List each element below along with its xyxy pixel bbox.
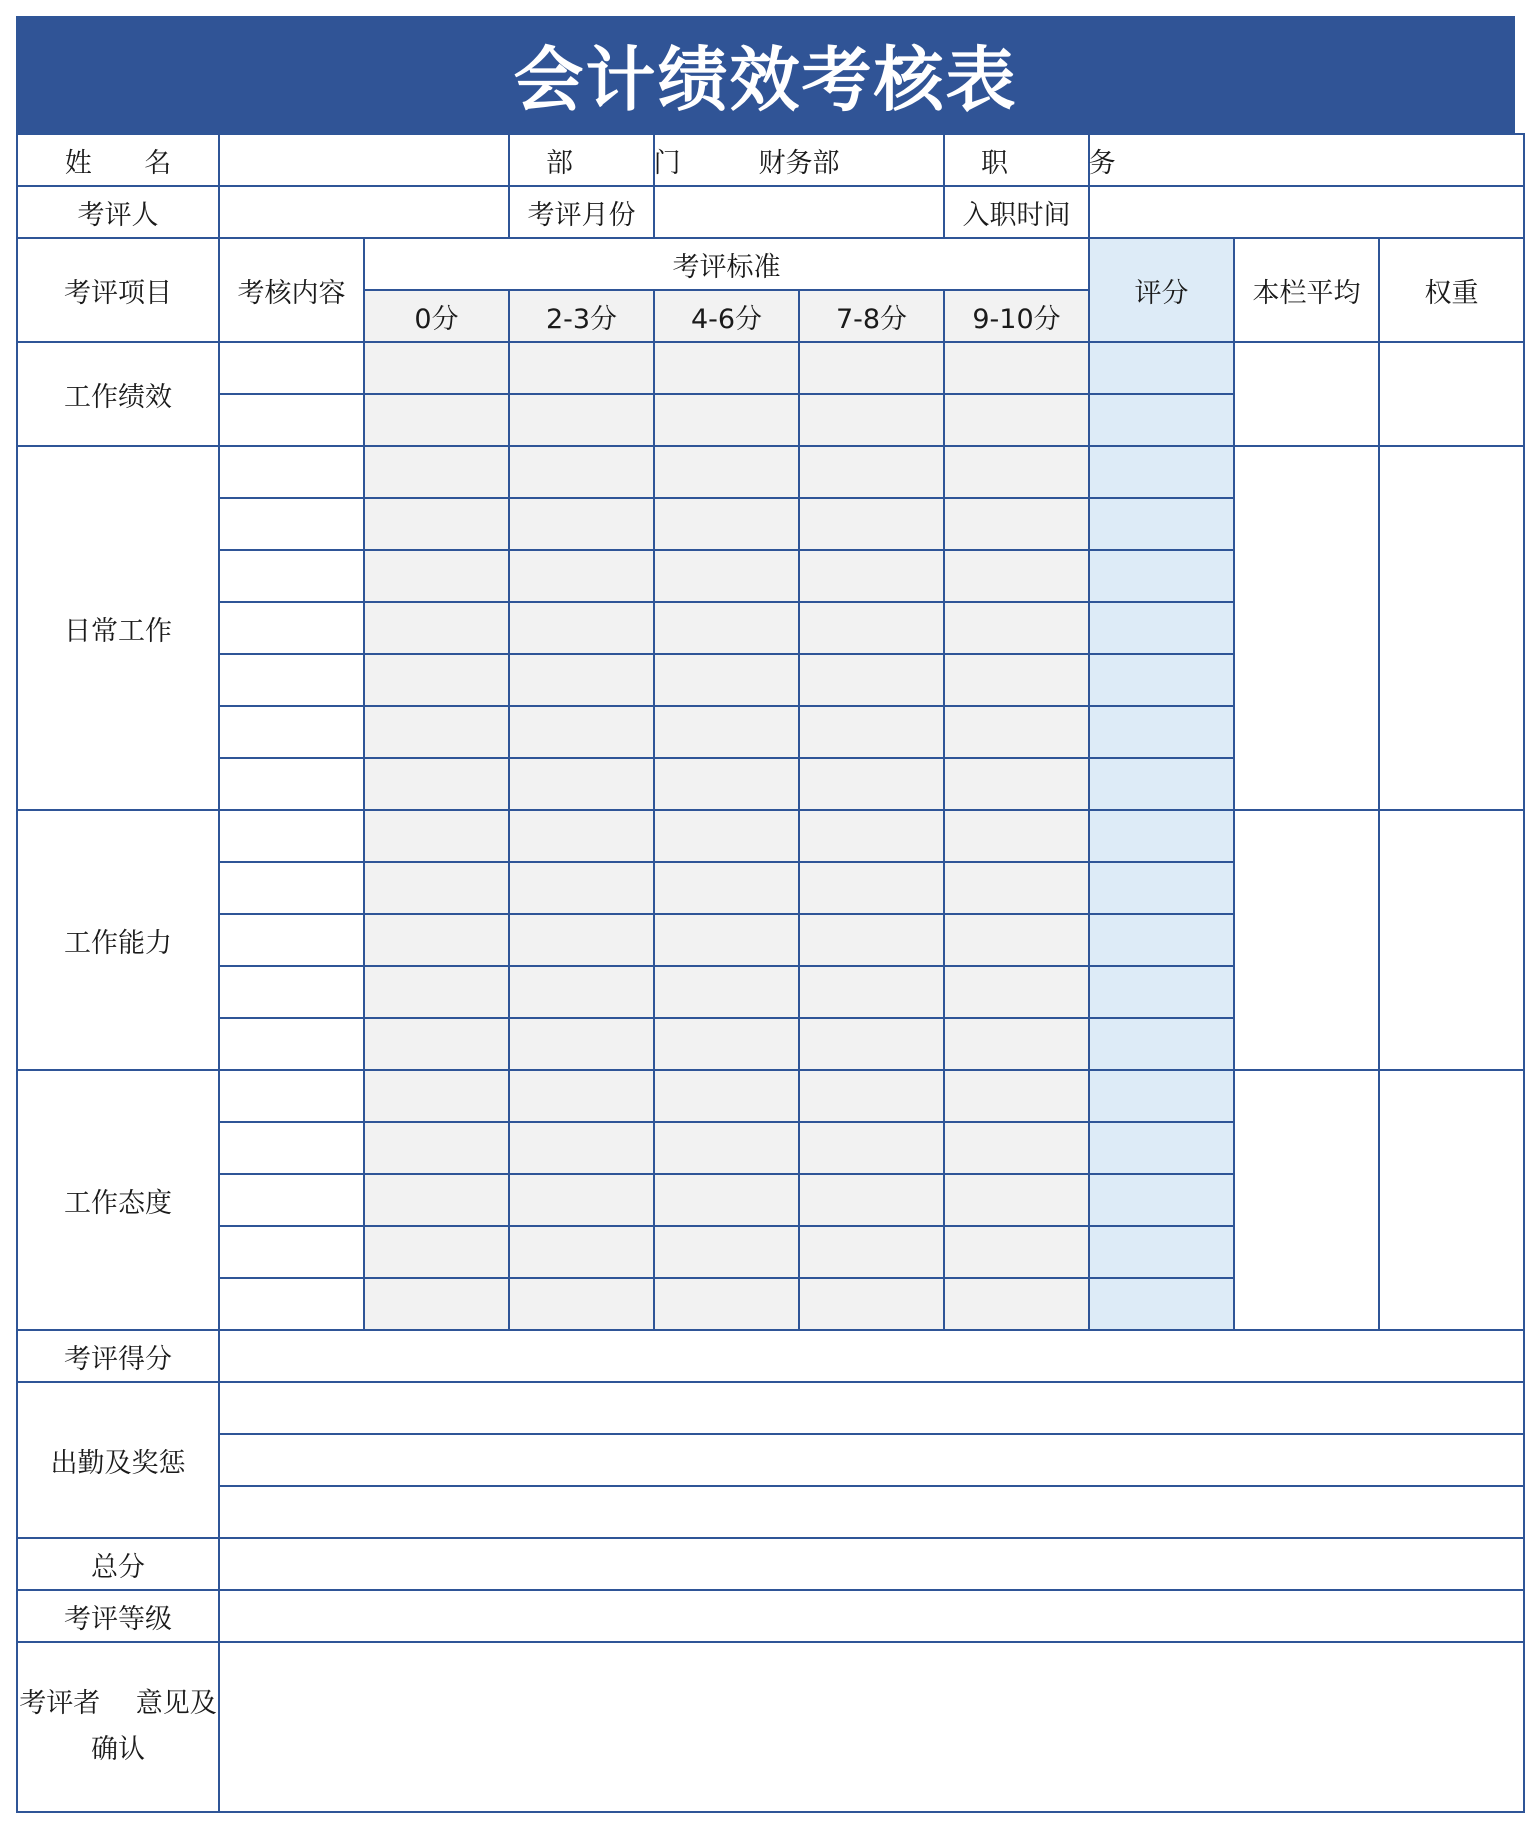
reviewer-opinion-label-row [17, 1642, 1524, 1812]
standard-cell[interactable] [364, 394, 509, 446]
score-cell[interactable] [1089, 862, 1234, 914]
total-score-label-row [17, 1538, 1524, 1590]
standard-cell[interactable] [799, 1018, 944, 1070]
standard-cell[interactable] [509, 1278, 654, 1330]
content-cell[interactable] [219, 706, 364, 758]
standard-cell[interactable] [364, 602, 509, 654]
header-content: 考核内容 [219, 238, 364, 342]
standard-cell[interactable] [509, 1018, 654, 1070]
score-cell[interactable] [1089, 1070, 1234, 1122]
standard-cell[interactable] [509, 1226, 654, 1278]
standard-cell[interactable] [364, 810, 509, 862]
score-cell[interactable] [1089, 654, 1234, 706]
score-cell[interactable] [1089, 1226, 1234, 1278]
standard-cell[interactable] [799, 706, 944, 758]
standard-cell[interactable] [654, 446, 799, 498]
reviewer-opinion-label-value-cell[interactable] [219, 1642, 1524, 1812]
standard-cell[interactable] [364, 654, 509, 706]
attendance-label-row [17, 1486, 1524, 1538]
standard-cell[interactable] [654, 1174, 799, 1226]
review-score-label: 考评得分 [17, 1330, 219, 1382]
standard-cell[interactable] [944, 1174, 1089, 1226]
attendance-label-row [17, 1382, 1524, 1434]
standard-cell[interactable] [509, 394, 654, 446]
standard-cell[interactable] [944, 1018, 1089, 1070]
standard-cell[interactable] [364, 1278, 509, 1330]
standard-level: 4-6分 [654, 290, 799, 342]
standard-cell[interactable] [944, 550, 1089, 602]
average-cell[interactable] [1234, 810, 1379, 1070]
weight-cell[interactable] [1379, 1070, 1524, 1330]
score-cell[interactable] [1089, 810, 1234, 862]
standard-cell[interactable] [944, 342, 1089, 394]
standard-cell[interactable] [799, 602, 944, 654]
standard-cell[interactable] [509, 862, 654, 914]
score-cell[interactable] [1089, 914, 1234, 966]
content-cell[interactable] [219, 498, 364, 550]
standard-cell[interactable] [944, 862, 1089, 914]
content-cell[interactable] [219, 342, 364, 394]
standard-level: 2-3分 [509, 290, 654, 342]
standard-level: 7-8分 [799, 290, 944, 342]
criteria-row [17, 1070, 1524, 1122]
content-cell[interactable] [219, 654, 364, 706]
score-cell[interactable] [1089, 394, 1234, 446]
position-value-cell[interactable] [1089, 134, 1524, 186]
standard-cell[interactable] [654, 394, 799, 446]
standard-cell[interactable] [944, 498, 1089, 550]
attendance-label-value-cell[interactable] [219, 1486, 1524, 1538]
total-score-label: 总分 [17, 1538, 219, 1590]
standard-cell[interactable] [654, 1226, 799, 1278]
standard-cell[interactable] [654, 914, 799, 966]
page-title: 会计绩效考核表 [513, 39, 1018, 121]
section-label: 日常工作 [17, 446, 219, 810]
info-row-1 [17, 134, 1524, 186]
standard-cell[interactable] [654, 1278, 799, 1330]
standard-cell[interactable] [799, 914, 944, 966]
header-column-average: 本栏平均 [1234, 238, 1379, 342]
standard-cell[interactable] [654, 1018, 799, 1070]
standard-cell[interactable] [364, 1070, 509, 1122]
content-cell[interactable] [219, 758, 364, 810]
standard-cell[interactable] [509, 602, 654, 654]
name-value-cell[interactable] [219, 134, 509, 186]
standard-cell[interactable] [509, 498, 654, 550]
score-cell[interactable] [1089, 342, 1234, 394]
score-cell[interactable] [1089, 706, 1234, 758]
standard-cell[interactable] [654, 966, 799, 1018]
standard-cell[interactable] [654, 862, 799, 914]
average-cell[interactable] [1234, 342, 1379, 446]
standard-cell[interactable] [944, 1122, 1089, 1174]
review-score-label-row [17, 1330, 1524, 1382]
review-score-label-value-cell[interactable] [219, 1330, 1524, 1382]
standard-cell[interactable] [509, 966, 654, 1018]
standard-cell[interactable] [364, 862, 509, 914]
standard-cell[interactable] [364, 966, 509, 1018]
hire-date-value-cell[interactable] [1089, 186, 1524, 238]
standard-cell[interactable] [944, 914, 1089, 966]
standard-cell[interactable] [654, 550, 799, 602]
standard-cell[interactable] [654, 342, 799, 394]
assessment-sheet [16, 16, 1515, 1811]
content-cell[interactable] [219, 862, 364, 914]
score-cell[interactable] [1089, 602, 1234, 654]
standard-cell[interactable] [364, 1226, 509, 1278]
reviewer-value-cell[interactable] [219, 186, 509, 238]
content-cell[interactable] [219, 966, 364, 1018]
assessment-table [16, 133, 1525, 1813]
standard-cell[interactable] [509, 342, 654, 394]
standard-cell[interactable] [799, 1122, 944, 1174]
score-cell[interactable] [1089, 1018, 1234, 1070]
score-cell[interactable] [1089, 758, 1234, 810]
total-score-label-value-cell[interactable] [219, 1538, 1524, 1590]
standard-cell[interactable] [509, 1174, 654, 1226]
standard-cell[interactable] [944, 810, 1089, 862]
standard-cell[interactable] [799, 342, 944, 394]
weight-cell[interactable] [1379, 810, 1524, 1070]
section-label: 工作态度 [17, 1070, 219, 1330]
standard-cell[interactable] [654, 1070, 799, 1122]
standard-cell[interactable] [654, 1122, 799, 1174]
content-cell[interactable] [219, 1122, 364, 1174]
standard-cell[interactable] [364, 342, 509, 394]
review-grade-label: 考评等级 [17, 1590, 219, 1642]
position-label: 职 务 [944, 134, 1089, 186]
standard-cell[interactable] [944, 1278, 1089, 1330]
standard-cell[interactable] [799, 550, 944, 602]
standard-cell[interactable] [364, 498, 509, 550]
score-cell[interactable] [1089, 1278, 1234, 1330]
review-grade-label-row [17, 1590, 1524, 1642]
name-label: 姓 名 [17, 134, 219, 186]
standard-cell[interactable] [509, 758, 654, 810]
standard-cell[interactable] [509, 550, 654, 602]
standard-cell[interactable] [799, 758, 944, 810]
standard-cell[interactable] [654, 758, 799, 810]
department-label: 部 门 [509, 134, 654, 186]
header-score: 评分 [1089, 238, 1234, 342]
standard-cell[interactable] [944, 1226, 1089, 1278]
info-row-2 [17, 186, 1524, 238]
standard-cell[interactable] [509, 810, 654, 862]
attendance-label-value-cell[interactable] [219, 1382, 1524, 1434]
weight-cell[interactable] [1379, 342, 1524, 446]
content-cell[interactable] [219, 1278, 364, 1330]
standard-cell[interactable] [944, 758, 1089, 810]
criteria-row [17, 446, 1524, 498]
content-cell[interactable] [219, 394, 364, 446]
standard-cell[interactable] [364, 550, 509, 602]
attendance-label-value-cell[interactable] [219, 1434, 1524, 1486]
standard-cell[interactable] [654, 706, 799, 758]
criteria-row [17, 342, 1524, 394]
reviewer-opinion-label: 考评者 意见及确认 [17, 1642, 219, 1812]
criteria-row [17, 810, 1524, 862]
standard-cell[interactable] [944, 602, 1089, 654]
standard-cell[interactable] [509, 1122, 654, 1174]
attendance-label-row [17, 1434, 1524, 1486]
section-label: 工作能力 [17, 810, 219, 1070]
standard-cell[interactable] [799, 1226, 944, 1278]
standard-cell[interactable] [799, 394, 944, 446]
average-cell[interactable] [1234, 446, 1379, 810]
attendance-label: 出勤及奖惩 [17, 1382, 219, 1538]
standard-cell[interactable] [364, 914, 509, 966]
standard-cell[interactable] [364, 446, 509, 498]
weight-cell[interactable] [1379, 446, 1524, 810]
content-cell[interactable] [219, 914, 364, 966]
standard-cell[interactable] [364, 706, 509, 758]
standard-cell[interactable] [654, 602, 799, 654]
content-cell[interactable] [219, 446, 364, 498]
hire-date-label: 入职时间 [944, 186, 1089, 238]
standard-cell[interactable] [654, 498, 799, 550]
standard-cell[interactable] [944, 394, 1089, 446]
standard-cell[interactable] [799, 498, 944, 550]
standard-cell[interactable] [799, 966, 944, 1018]
content-cell[interactable] [219, 810, 364, 862]
content-cell[interactable] [219, 550, 364, 602]
standard-cell[interactable] [799, 810, 944, 862]
content-cell[interactable] [219, 602, 364, 654]
review-grade-label-value-cell[interactable] [219, 1590, 1524, 1642]
standard-cell[interactable] [799, 1174, 944, 1226]
average-cell[interactable] [1234, 1070, 1379, 1330]
score-cell[interactable] [1089, 550, 1234, 602]
score-cell[interactable] [1089, 1174, 1234, 1226]
score-cell[interactable] [1089, 446, 1234, 498]
content-cell[interactable] [219, 1018, 364, 1070]
standard-cell[interactable] [799, 654, 944, 706]
title-bar [16, 16, 1515, 133]
standard-cell[interactable] [944, 654, 1089, 706]
standard-cell[interactable] [509, 914, 654, 966]
standard-cell[interactable] [364, 1174, 509, 1226]
standard-cell[interactable] [509, 446, 654, 498]
standard-cell[interactable] [944, 706, 1089, 758]
content-cell[interactable] [219, 1174, 364, 1226]
review-month-value-cell[interactable] [654, 186, 944, 238]
standard-cell[interactable] [799, 446, 944, 498]
standard-cell[interactable] [799, 1278, 944, 1330]
section-label: 工作绩效 [17, 342, 219, 446]
review-month-label: 考评月份 [509, 186, 654, 238]
standard-cell[interactable] [364, 1122, 509, 1174]
standard-level: 9-10分 [944, 290, 1089, 342]
standard-cell[interactable] [799, 1070, 944, 1122]
content-cell[interactable] [219, 1226, 364, 1278]
header-item: 考评项目 [17, 238, 219, 342]
score-cell[interactable] [1089, 498, 1234, 550]
standard-level: 0分 [364, 290, 509, 342]
standard-cell[interactable] [509, 654, 654, 706]
standard-cell[interactable] [364, 758, 509, 810]
standard-cell[interactable] [799, 862, 944, 914]
score-cell[interactable] [1089, 1122, 1234, 1174]
standard-cell[interactable] [654, 654, 799, 706]
score-cell[interactable] [1089, 966, 1234, 1018]
content-cell[interactable] [219, 1070, 364, 1122]
reviewer-label: 考评人 [17, 186, 219, 238]
standard-cell[interactable] [944, 1070, 1089, 1122]
header-row-1 [17, 238, 1524, 290]
standard-cell[interactable] [509, 706, 654, 758]
standard-cell[interactable] [944, 966, 1089, 1018]
header-weight: 权重 [1379, 238, 1524, 342]
standard-cell[interactable] [364, 1018, 509, 1070]
standard-cell[interactable] [509, 1070, 654, 1122]
header-standard: 考评标准 [364, 238, 1089, 290]
standard-cell[interactable] [654, 810, 799, 862]
department-value[interactable]: 财务部 [654, 134, 944, 186]
standard-cell[interactable] [944, 446, 1089, 498]
